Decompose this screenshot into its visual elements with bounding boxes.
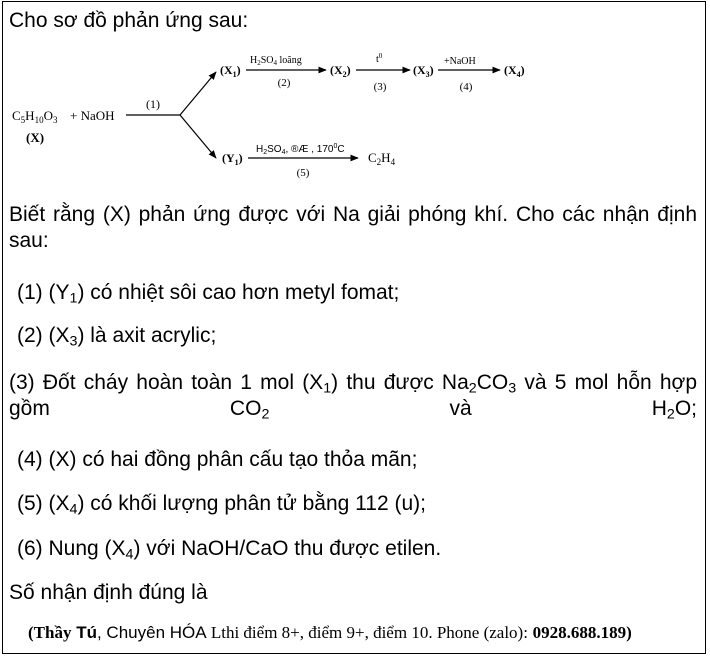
branch-up [180, 72, 216, 115]
branch-down [180, 115, 216, 158]
reactant-label: (X) [26, 130, 45, 145]
x4-label: $(X_4)$ [504, 63, 525, 79]
footer-open: (Thầy [28, 623, 72, 642]
step3-label: (3) [373, 81, 387, 93]
footer-name: Tú [76, 623, 97, 642]
step1-label: (1) [146, 97, 160, 111]
product-formula: $C_2H_4$ [368, 150, 396, 167]
title: Cho sơ đồ phản ứng sau: [9, 9, 249, 32]
footer-credit [28, 622, 632, 644]
reactant-plus: + NaOH [70, 108, 115, 123]
step4-reagent: +NaOH [444, 56, 476, 67]
step5-reagent: $H_2SO_4$, ®Æ , $170^0C$ [256, 143, 345, 156]
y1-label: $(Y_1)$ [222, 151, 243, 167]
footer-close: ) [626, 623, 632, 642]
footer-school: , Chuyên HÓA [96, 623, 207, 642]
statement-3: (3) Đốt cháy hoàn toàn 1 mol $(X_1)$ thu được $Na_2CO_3$ và 5 mol hỗn hợp gồm $CO_2$ và $H_2O$; [9, 371, 698, 423]
step5-label: (5) [296, 167, 310, 179]
x1-label: $(X_1)$ [220, 63, 241, 79]
reaction-scheme [0, 0, 710, 190]
step4-label: (4) [459, 81, 473, 93]
x3-label: $(X_3)$ [413, 63, 434, 79]
footer-rest: Lthi điểm 8+, điểm 9+, điểm 10. Phone (zalo): [206, 623, 528, 642]
statement-1: (1) $(Y_1)$ có nhiệt sôi cao hơn metyl fomat; [17, 281, 400, 307]
statement-6: (6) Nung $(X_4)$ với NaOH/CaO thu được etilen. [17, 537, 442, 563]
x2-label: $(X_2)$ [330, 63, 351, 79]
step3-reagent: $t^0$ [376, 52, 383, 65]
reactant-formula: $C_5H_{10}O_3$ [12, 108, 58, 125]
intro-text: Biết rằng (X) phản ứng được với Na giải phóng khí. Cho các nhận định sau: [9, 203, 697, 252]
step2-label: (2) [277, 77, 291, 89]
statement-5: (5) $(X_4)$ có khối lượng phân tử bằng 112 (u); [17, 492, 426, 518]
footer-phone: 0928.688.189 [532, 623, 627, 642]
question: Số nhận định đúng là [9, 581, 208, 604]
statement-4: (4) (X) có hai đồng phân cấu tạo thỏa mãn; [17, 448, 418, 471]
statement-2: (2) $(X_3)$ là axit acrylic; [17, 324, 217, 350]
step2-reagent: $H_2SO_4$ loãng [250, 55, 302, 67]
